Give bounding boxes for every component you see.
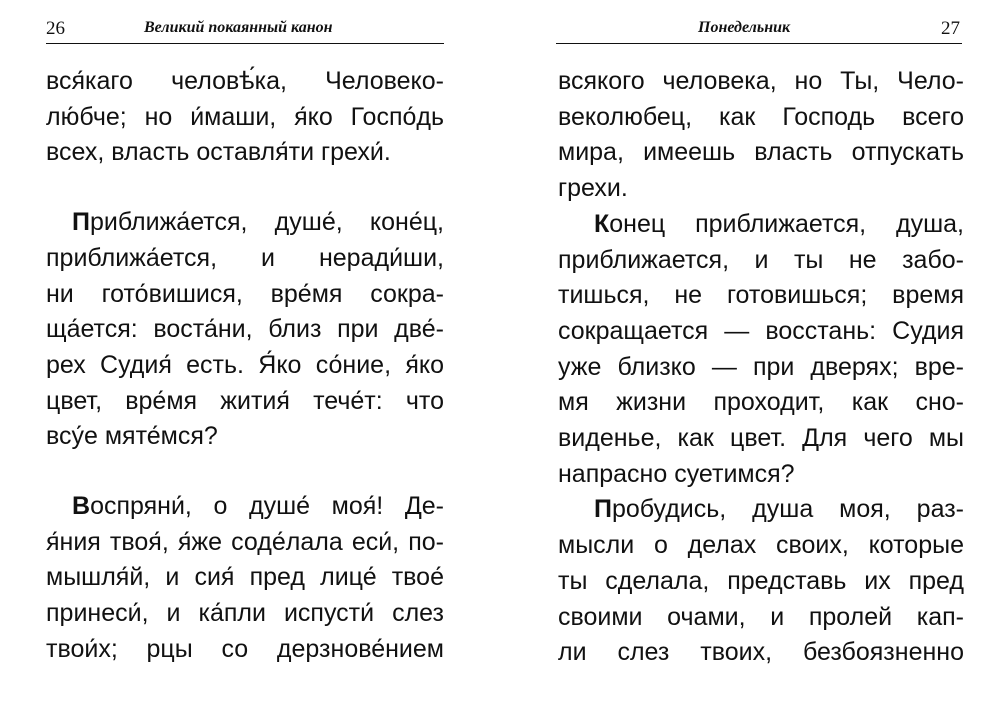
text-line: рех Судия́ есть. Я́ко со́ние, я́ко [46,350,444,379]
text-line: сокращается — восстань: Судия [558,316,964,345]
text-line: всех, власть оставля́ти грехи́. [46,138,391,167]
right-page [500,0,1000,686]
text-line: мышля́й, и сия́ пред лице́ твое́ [46,563,444,592]
right-page-number: 27 [941,18,960,39]
text-line: твои́х; рцы со дерзнове́нием [46,634,444,663]
text-line: мысли о делах своих, которые [558,531,964,560]
left-paragraph-3 [46,489,444,668]
left-header-rule [46,43,444,44]
text-line: своими очами, и пролей кап- [558,602,964,631]
left-page-body [46,64,444,702]
text-line: мя жизни проходит, как сно- [558,388,964,417]
text-line [46,489,444,525]
text-line: грехи. [558,174,628,203]
text-line-rest: риближа́ется, душе́, коне́ц, [89,208,444,237]
right-paragraph-1 [558,64,964,207]
text-line: веколюбец, как Господь всего [558,102,964,131]
text-line: цвет, вре́мя жития́ тече́т: что [46,386,444,415]
text-line: всу́е мяте́мся? [46,422,218,451]
text-line: приближа́ется, и неради́ши, [46,243,444,272]
text-line: напрасно суетимся? [558,459,795,488]
text-line: ни гото́вишися, вре́мя сокра- [46,279,444,308]
text-line: ща́ется: воста́ни, близ при две́- [46,315,444,344]
left-page-number: 26 [46,18,65,39]
right-running-title: Понедельник [698,19,791,36]
text-line: уже близко — при дверях; вре- [558,352,964,381]
left-paragraph-2 [46,205,444,455]
text-line: ты сделала, представь их пред [558,566,964,595]
right-page-body [558,64,964,671]
right-header-rule [556,43,962,44]
text-line: приближается, и ты не забо- [558,245,964,274]
initial-letter: В [72,492,91,521]
left-running-title: Великий покаянный канон [144,19,333,36]
text-line: всякого человека, но Ты, Чело- [558,67,964,95]
text-line-rest: робудись, душа моя, раз- [611,495,964,524]
right-page-header [556,14,962,44]
right-paragraph-2 [558,207,964,493]
text-line [46,205,444,241]
text-line: я́ния твоя́, я́же соде́лала еси́, по- [46,527,444,556]
right-paragraph-3 [558,492,964,671]
text-line: принеси́, и ка́пли испусти́ слез [46,599,444,628]
text-line: виденье, как цвет. Для чего мы [558,424,964,453]
left-paragraph-1 [46,64,444,171]
text-line-rest: оспряни́, о душе́ моя́! Де- [90,492,444,521]
initial-letter: П [594,495,612,524]
text-line [558,492,964,528]
initial-letter: П [72,208,90,237]
text-line: ли слез твоих, безбоязненно [558,638,964,667]
text-line-rest: онец приближается, душа, [609,209,964,238]
initial-letter: К [594,209,610,238]
left-page-header [46,14,444,44]
text-line: лю́бче; но и́маши, я́ко Госпо́дь [46,102,444,131]
left-page [0,0,500,686]
text-line: мира, имеешь власть отпускать [558,138,964,167]
text-line [558,207,964,243]
text-line: вся́каго человѣ́ка, Человеко- [46,67,444,95]
text-line: тишься, не готовишься; время [558,281,964,310]
